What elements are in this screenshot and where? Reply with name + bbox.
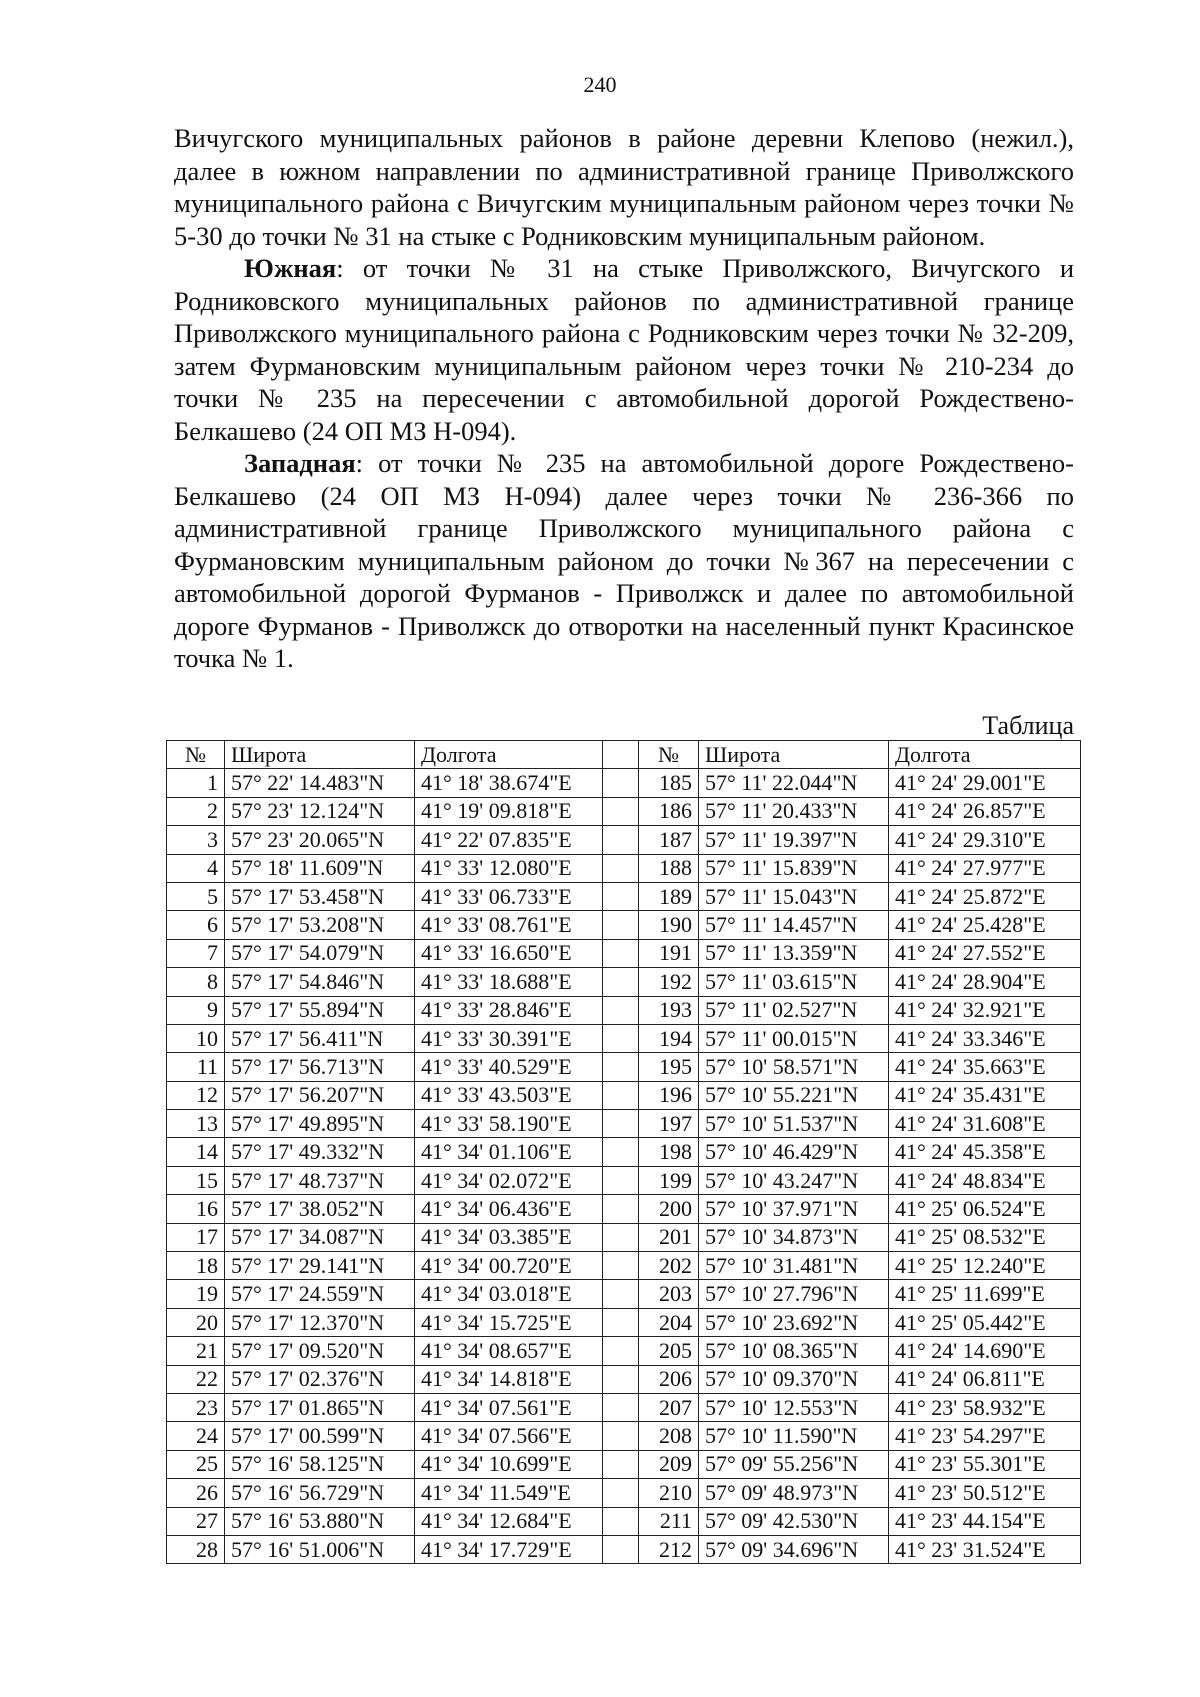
cell-latitude-left: 57° 17' 29.141"N — [225, 1252, 415, 1280]
cell-latitude-left: 57° 17' 00.599"N — [225, 1422, 415, 1450]
page-number: 240 — [583, 72, 617, 97]
cell-longitude-right: 41° 25' 12.240"E — [889, 1252, 1081, 1280]
body-text — [174, 122, 1074, 675]
table-row — [167, 996, 1081, 1024]
cell-point-number-right: 195 — [639, 1053, 699, 1081]
cell-latitude-left: 57° 17' 48.737"N — [225, 1166, 415, 1194]
cell-latitude-left: 57° 17' 53.458"N — [225, 882, 415, 910]
cell-point-number-left: 8 — [167, 968, 225, 996]
cell-longitude-left: 41° 22' 07.835"E — [415, 826, 603, 854]
table-row — [167, 1337, 1081, 1365]
cell-point-number-left: 27 — [167, 1507, 225, 1535]
cell-latitude-right: 57° 09' 34.696"N — [699, 1535, 889, 1563]
cell-longitude-left: 41° 34' 12.684"E — [415, 1507, 603, 1535]
cell-separator — [603, 1053, 639, 1081]
table-row — [167, 1024, 1081, 1052]
cell-separator — [603, 1393, 639, 1421]
cell-longitude-right: 41° 23' 44.154"E — [889, 1507, 1081, 1535]
cell-longitude-right: 41° 24' 28.904"E — [889, 968, 1081, 996]
cell-point-number-right: 198 — [639, 1138, 699, 1166]
header-separator — [603, 741, 639, 769]
cell-point-number-left: 13 — [167, 1110, 225, 1138]
cell-point-number-left: 23 — [167, 1393, 225, 1421]
table-row — [167, 882, 1081, 910]
cell-point-number-right: 201 — [639, 1223, 699, 1251]
paragraph-continuation: Вичугского муниципальных районов в районе деревни Клепово (нежил.), далее в южном направлении по административной границе Приволжского муниципального района с Вичугским муниципальным районом через точки № 5-30 до точки № 31 на стыке с Родниковским муниципальным районом. — [174, 123, 1074, 251]
cell-separator — [603, 1195, 639, 1223]
table-row — [167, 1479, 1081, 1507]
cell-longitude-right: 41° 24' 29.310"E — [889, 826, 1081, 854]
cell-point-number-right: 191 — [639, 939, 699, 967]
cell-latitude-right: 57° 10' 34.873"N — [699, 1223, 889, 1251]
cell-longitude-left: 41° 34' 03.018"E — [415, 1280, 603, 1308]
cell-latitude-left: 57° 17' 24.559"N — [225, 1280, 415, 1308]
cell-latitude-left: 57° 17' 09.520"N — [225, 1337, 415, 1365]
table-row — [167, 1422, 1081, 1450]
cell-latitude-left: 57° 17' 56.713"N — [225, 1053, 415, 1081]
cell-longitude-right: 41° 24' 25.872"E — [889, 882, 1081, 910]
table-row — [167, 1450, 1081, 1478]
cell-separator — [603, 769, 639, 797]
cell-latitude-right: 57° 10' 12.553"N — [699, 1393, 889, 1421]
table-row — [167, 1280, 1081, 1308]
cell-separator — [603, 911, 639, 939]
cell-point-number-right: 192 — [639, 968, 699, 996]
table-row — [167, 826, 1081, 854]
header-latitude-right: Широта — [699, 741, 889, 769]
cell-point-number-left: 18 — [167, 1252, 225, 1280]
cell-point-number-left: 22 — [167, 1365, 225, 1393]
cell-point-number-right: 185 — [639, 769, 699, 797]
cell-point-number-left: 25 — [167, 1450, 225, 1478]
header-number-right: № — [639, 741, 699, 769]
cell-point-number-left: 26 — [167, 1479, 225, 1507]
cell-longitude-left: 41° 33' 08.761"E — [415, 911, 603, 939]
cell-longitude-right: 41° 24' 14.690"E — [889, 1337, 1081, 1365]
cell-separator — [603, 1422, 639, 1450]
cell-latitude-left: 57° 17' 49.332"N — [225, 1138, 415, 1166]
cell-separator — [603, 1223, 639, 1251]
cell-longitude-right: 41° 23' 58.932"E — [889, 1393, 1081, 1421]
cell-separator — [603, 968, 639, 996]
cell-longitude-left: 41° 34' 07.561"E — [415, 1393, 603, 1421]
cell-point-number-left: 3 — [167, 826, 225, 854]
cell-point-number-left: 24 — [167, 1422, 225, 1450]
cell-longitude-right: 41° 24' 31.608"E — [889, 1110, 1081, 1138]
cell-latitude-right: 57° 11' 02.527"N — [699, 996, 889, 1024]
cell-point-number-right: 205 — [639, 1337, 699, 1365]
cell-point-number-right: 199 — [639, 1166, 699, 1194]
cell-latitude-right: 57° 10' 37.971"N — [699, 1195, 889, 1223]
cell-latitude-right: 57° 09' 55.256"N — [699, 1450, 889, 1478]
cell-latitude-left: 57° 17' 54.079"N — [225, 939, 415, 967]
table-row — [167, 1365, 1081, 1393]
cell-point-number-left: 1 — [167, 769, 225, 797]
table-caption: Таблица — [982, 711, 1074, 740]
cell-latitude-left: 57° 22' 14.483"N — [225, 769, 415, 797]
cell-separator — [603, 1450, 639, 1478]
table-row — [167, 1393, 1081, 1421]
cell-point-number-right: 190 — [639, 911, 699, 939]
cell-longitude-left: 41° 33' 06.733"E — [415, 882, 603, 910]
cell-point-number-right: 211 — [639, 1507, 699, 1535]
cell-latitude-right: 57° 11' 15.839"N — [699, 854, 889, 882]
cell-longitude-right: 41° 24' 35.431"E — [889, 1081, 1081, 1109]
cell-latitude-right: 57° 11' 15.043"N — [699, 882, 889, 910]
cell-latitude-right: 57° 10' 51.537"N — [699, 1110, 889, 1138]
cell-point-number-right: 207 — [639, 1393, 699, 1421]
cell-point-number-right: 196 — [639, 1081, 699, 1109]
cell-longitude-left: 41° 34' 02.072"E — [415, 1166, 603, 1194]
cell-latitude-left: 57° 23' 12.124"N — [225, 797, 415, 825]
cell-point-number-right: 208 — [639, 1422, 699, 1450]
cell-longitude-left: 41° 33' 18.688"E — [415, 968, 603, 996]
cell-point-number-right: 204 — [639, 1308, 699, 1336]
header-latitude-left: Широта — [225, 741, 415, 769]
cell-longitude-right: 41° 24' 27.552"E — [889, 939, 1081, 967]
cell-point-number-left: 11 — [167, 1053, 225, 1081]
cell-latitude-left: 57° 17' 38.052"N — [225, 1195, 415, 1223]
cell-separator — [603, 797, 639, 825]
cell-point-number-right: 210 — [639, 1479, 699, 1507]
cell-separator — [603, 1280, 639, 1308]
cell-separator — [603, 939, 639, 967]
cell-separator — [603, 1507, 639, 1535]
cell-longitude-right: 41° 24' 48.834"E — [889, 1166, 1081, 1194]
cell-longitude-left: 41° 33' 28.846"E — [415, 996, 603, 1024]
cell-longitude-left: 41° 33' 40.529"E — [415, 1053, 603, 1081]
table-row — [167, 911, 1081, 939]
cell-latitude-left: 57° 17' 54.846"N — [225, 968, 415, 996]
cell-latitude-right: 57° 10' 58.571"N — [699, 1053, 889, 1081]
cell-latitude-left: 57° 16' 53.880"N — [225, 1507, 415, 1535]
cell-latitude-left: 57° 17' 56.207"N — [225, 1081, 415, 1109]
section-label-south: Южная — [244, 253, 337, 283]
cell-longitude-left: 41° 19' 09.818"E — [415, 797, 603, 825]
cell-point-number-left: 21 — [167, 1337, 225, 1365]
cell-point-number-left: 15 — [167, 1166, 225, 1194]
cell-longitude-right: 41° 24' 29.001"E — [889, 769, 1081, 797]
cell-latitude-left: 57° 17' 34.087"N — [225, 1223, 415, 1251]
table-row — [167, 1166, 1081, 1194]
cell-longitude-right: 41° 24' 35.663"E — [889, 1053, 1081, 1081]
cell-separator — [603, 1365, 639, 1393]
paragraph-south-text: : от точки № 31 на стыке Приволжского, Вичугского и Родниковского муниципальных районов по административной границе Приволжского муниципального района с Родниковским через точки № 32-209, затем Фурмановским муниципальным районом через точки № 210-234 до точки № 235 на пересечении с автомобильной дорогой Рождествено-Белкашево (24 ОП МЗ Н-094). — [174, 253, 1074, 446]
table-row — [167, 968, 1081, 996]
cell-latitude-right: 57° 09' 42.530"N — [699, 1507, 889, 1535]
cell-point-number-right: 194 — [639, 1024, 699, 1052]
cell-longitude-left: 41° 33' 12.080"E — [415, 854, 603, 882]
cell-point-number-left: 14 — [167, 1138, 225, 1166]
cell-latitude-left: 57° 17' 55.894"N — [225, 996, 415, 1024]
cell-longitude-right: 41° 23' 31.524"E — [889, 1535, 1081, 1563]
cell-point-number-right: 206 — [639, 1365, 699, 1393]
cell-latitude-right: 57° 10' 08.365"N — [699, 1337, 889, 1365]
cell-separator — [603, 1308, 639, 1336]
cell-latitude-right: 57° 10' 27.796"N — [699, 1280, 889, 1308]
cell-latitude-left: 57° 16' 51.006"N — [225, 1535, 415, 1563]
cell-latitude-right: 57° 11' 00.015"N — [699, 1024, 889, 1052]
cell-longitude-left: 41° 34' 14.818"E — [415, 1365, 603, 1393]
cell-point-number-left: 17 — [167, 1223, 225, 1251]
cell-point-number-left: 5 — [167, 882, 225, 910]
cell-latitude-right: 57° 10' 46.429"N — [699, 1138, 889, 1166]
cell-separator — [603, 882, 639, 910]
cell-longitude-left: 41° 34' 00.720"E — [415, 1252, 603, 1280]
cell-longitude-left: 41° 33' 43.503"E — [415, 1081, 603, 1109]
cell-longitude-right: 41° 24' 25.428"E — [889, 911, 1081, 939]
cell-separator — [603, 1110, 639, 1138]
cell-longitude-right: 41° 24' 32.921"E — [889, 996, 1081, 1024]
cell-latitude-right: 57° 10' 11.590"N — [699, 1422, 889, 1450]
table-row — [167, 769, 1081, 797]
cell-separator — [603, 1535, 639, 1563]
table-row — [167, 1195, 1081, 1223]
cell-latitude-left: 57° 17' 02.376"N — [225, 1365, 415, 1393]
cell-separator — [603, 1138, 639, 1166]
cell-longitude-right: 41° 25' 05.442"E — [889, 1308, 1081, 1336]
cell-longitude-left: 41° 18' 38.674"E — [415, 769, 603, 797]
cell-latitude-right: 57° 10' 31.481"N — [699, 1252, 889, 1280]
cell-separator — [603, 1252, 639, 1280]
cell-point-number-left: 2 — [167, 797, 225, 825]
cell-longitude-left: 41° 33' 16.650"E — [415, 939, 603, 967]
cell-latitude-right: 57° 11' 19.397"N — [699, 826, 889, 854]
cell-latitude-left: 57° 18' 11.609"N — [225, 854, 415, 882]
table-row — [167, 1535, 1081, 1563]
cell-latitude-left: 57° 16' 58.125"N — [225, 1450, 415, 1478]
cell-point-number-right: 197 — [639, 1110, 699, 1138]
cell-longitude-right: 41° 25' 06.524"E — [889, 1195, 1081, 1223]
cell-latitude-right: 57° 11' 14.457"N — [699, 911, 889, 939]
cell-point-number-left: 16 — [167, 1195, 225, 1223]
coordinates-table — [166, 740, 1081, 1564]
table-row — [167, 1308, 1081, 1336]
cell-latitude-right: 57° 10' 09.370"N — [699, 1365, 889, 1393]
cell-separator — [603, 826, 639, 854]
cell-separator — [603, 1024, 639, 1052]
cell-separator — [603, 1479, 639, 1507]
cell-point-number-right: 189 — [639, 882, 699, 910]
table-row — [167, 1081, 1081, 1109]
cell-longitude-left: 41° 34' 17.729"E — [415, 1535, 603, 1563]
table-row — [167, 1252, 1081, 1280]
table-row — [167, 1223, 1081, 1251]
paragraph-west-text: : от точки № 235 на автомобильной дороге Рождествено-Белкашево (24 ОП МЗ Н-094) далее через точки № 236-366 по административной границе Приволжского муниципального района с Фурмановским муниципальным районом до точки №367 на пересечении с автомобильной дорогой Фурманов - Приволжск и далее по автомобильной дороге Фурманов - Приволжск до отворотки на населенный пункт Красинское точка № 1. — [174, 448, 1074, 673]
cell-longitude-left: 41° 34' 10.699"E — [415, 1450, 603, 1478]
cell-latitude-right: 57° 10' 55.221"N — [699, 1081, 889, 1109]
cell-separator — [603, 1337, 639, 1365]
cell-longitude-right: 41° 24' 45.358"E — [889, 1138, 1081, 1166]
cell-separator — [603, 1166, 639, 1194]
table-row — [167, 1110, 1081, 1138]
table-header-row — [167, 741, 1081, 769]
cell-latitude-left: 57° 17' 01.865"N — [225, 1393, 415, 1421]
cell-separator — [603, 1081, 639, 1109]
cell-latitude-right: 57° 11' 13.359"N — [699, 939, 889, 967]
table-row — [167, 1138, 1081, 1166]
header-number-left: № — [167, 741, 225, 769]
table-body — [167, 769, 1081, 1564]
cell-latitude-right: 57° 10' 23.692"N — [699, 1308, 889, 1336]
cell-longitude-left: 41° 34' 07.566"E — [415, 1422, 603, 1450]
cell-longitude-left: 41° 34' 01.106"E — [415, 1138, 603, 1166]
cell-longitude-right: 41° 24' 33.346"E — [889, 1024, 1081, 1052]
cell-point-number-left: 28 — [167, 1535, 225, 1563]
table-row — [167, 939, 1081, 967]
table-row — [167, 1053, 1081, 1081]
cell-latitude-right: 57° 11' 03.615"N — [699, 968, 889, 996]
cell-longitude-left: 41° 34' 11.549"E — [415, 1479, 603, 1507]
table-row — [167, 797, 1081, 825]
cell-longitude-left: 41° 34' 06.436"E — [415, 1195, 603, 1223]
paragraph-south — [174, 252, 1074, 447]
cell-latitude-right: 57° 10' 43.247"N — [699, 1166, 889, 1194]
cell-longitude-right: 41° 24' 06.811"E — [889, 1365, 1081, 1393]
cell-longitude-left: 41° 33' 58.190"E — [415, 1110, 603, 1138]
cell-point-number-right: 212 — [639, 1535, 699, 1563]
header-longitude-right: Долгота — [889, 741, 1081, 769]
cell-point-number-left: 19 — [167, 1280, 225, 1308]
cell-point-number-right: 200 — [639, 1195, 699, 1223]
table-row — [167, 854, 1081, 882]
cell-latitude-right: 57° 11' 22.044"N — [699, 769, 889, 797]
cell-point-number-left: 9 — [167, 996, 225, 1024]
cell-longitude-right: 41° 23' 50.512"E — [889, 1479, 1081, 1507]
cell-point-number-right: 188 — [639, 854, 699, 882]
paragraph-west — [174, 447, 1074, 675]
cell-longitude-right: 41° 25' 08.532"E — [889, 1223, 1081, 1251]
cell-longitude-right: 41° 24' 26.857"E — [889, 797, 1081, 825]
cell-point-number-right: 187 — [639, 826, 699, 854]
section-label-west: Западная — [244, 448, 356, 478]
cell-point-number-right: 209 — [639, 1450, 699, 1478]
cell-separator — [603, 854, 639, 882]
cell-latitude-right: 57° 09' 48.973"N — [699, 1479, 889, 1507]
cell-longitude-left: 41° 34' 15.725"E — [415, 1308, 603, 1336]
cell-point-number-right: 193 — [639, 996, 699, 1024]
cell-longitude-right: 41° 23' 55.301"E — [889, 1450, 1081, 1478]
cell-latitude-left: 57° 16' 56.729"N — [225, 1479, 415, 1507]
cell-point-number-right: 203 — [639, 1280, 699, 1308]
cell-latitude-left: 57° 17' 12.370"N — [225, 1308, 415, 1336]
cell-point-number-left: 4 — [167, 854, 225, 882]
cell-latitude-left: 57° 17' 56.411"N — [225, 1024, 415, 1052]
cell-point-number-right: 186 — [639, 797, 699, 825]
cell-longitude-right: 41° 23' 54.297"E — [889, 1422, 1081, 1450]
cell-point-number-right: 202 — [639, 1252, 699, 1280]
cell-longitude-left: 41° 33' 30.391"E — [415, 1024, 603, 1052]
cell-separator — [603, 996, 639, 1024]
cell-longitude-left: 41° 34' 08.657"E — [415, 1337, 603, 1365]
cell-latitude-right: 57° 11' 20.433"N — [699, 797, 889, 825]
cell-longitude-right: 41° 24' 27.977"E — [889, 854, 1081, 882]
table-row — [167, 1507, 1081, 1535]
cell-longitude-left: 41° 34' 03.385"E — [415, 1223, 603, 1251]
cell-point-number-left: 12 — [167, 1081, 225, 1109]
cell-point-number-left: 7 — [167, 939, 225, 967]
cell-point-number-left: 20 — [167, 1308, 225, 1336]
cell-latitude-left: 57° 17' 53.208"N — [225, 911, 415, 939]
cell-point-number-left: 10 — [167, 1024, 225, 1052]
cell-point-number-left: 6 — [167, 911, 225, 939]
header-longitude-left: Долгота — [415, 741, 603, 769]
cell-latitude-left: 57° 23' 20.065"N — [225, 826, 415, 854]
cell-latitude-left: 57° 17' 49.895"N — [225, 1110, 415, 1138]
cell-longitude-right: 41° 25' 11.699"E — [889, 1280, 1081, 1308]
